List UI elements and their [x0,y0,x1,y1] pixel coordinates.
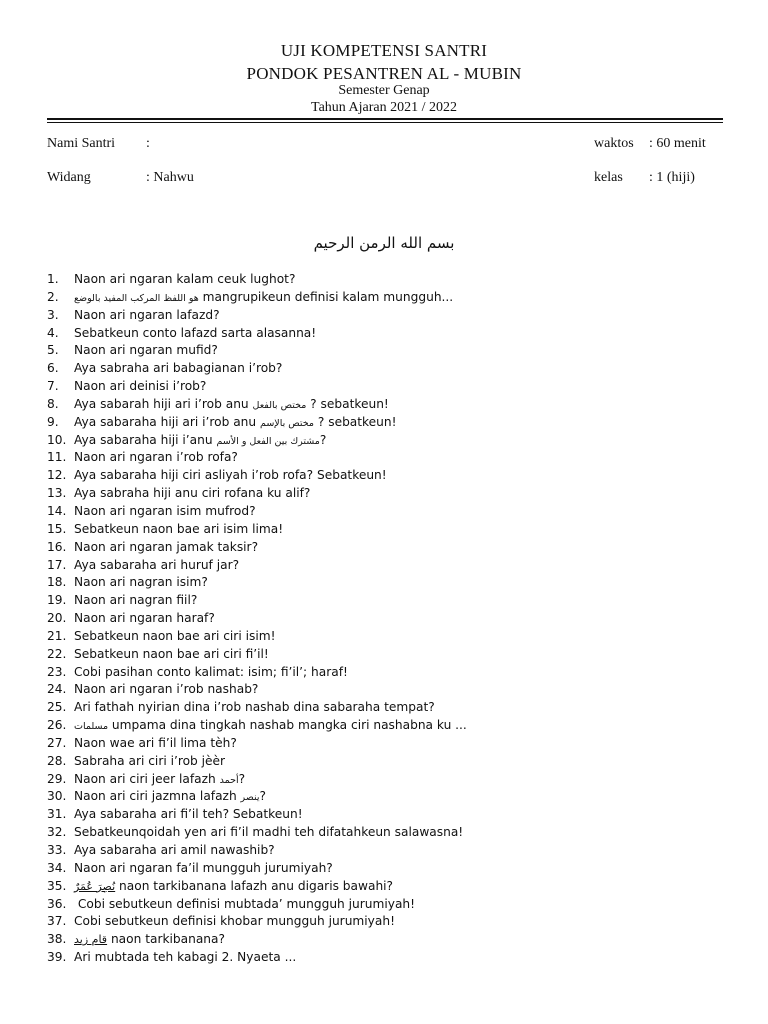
question-item [47,378,467,396]
question-item [47,503,467,521]
subject-label: Widang [47,170,91,185]
question-number: 4. [47,325,59,340]
question-number: 15. [47,521,67,536]
question-number: 6. [47,361,59,376]
question-text: Naon ari deinisi i’rob? [74,379,207,394]
school-name: PONDOK PESANTREN AL - MUBIN [246,64,522,83]
student-name-value: : [146,136,150,151]
question-item [47,896,467,914]
question-number: 21. [47,628,67,643]
question-text: Naon ari ngaran isim mufrod? [74,503,256,518]
header-divider-thin [47,122,723,123]
question-item [47,610,467,628]
question-text: Naon wae ari fi’il lima tèh? [74,735,237,750]
question-number: 5. [47,343,59,358]
time-value: : 60 menit [649,136,706,151]
question-text: Naon ari nagran isim? [74,575,208,590]
question-list [47,271,467,967]
student-name-label: Nami Santri [47,136,116,151]
question-text-continued: ? [238,771,246,786]
question-number: 24. [47,682,67,697]
question-text: Sebatkeunqoidah yen ari fi’il madhi teh difatahkeun salawasna! [74,825,464,840]
question-item [47,396,467,414]
question-number: 31. [47,807,67,822]
question-text-continued: ? [259,789,267,804]
question-text-continued: ? [319,432,327,447]
question-item [47,521,467,539]
question-number: 12. [47,468,67,483]
question-text: Sabraha ari ciri i’rob jèèr [74,753,226,768]
arabic-text: أحمد [219,774,239,786]
question-item [47,592,467,610]
question-item [47,931,467,949]
question-text: Aya sabaraha ari amil nawashib? [74,843,275,857]
question-text: Aya sabraha ari babagianan i’rob? [74,361,283,376]
question-number: 17. [47,557,67,572]
question-item [47,699,467,717]
question-item [47,717,467,735]
class-value: : 1 (hiji) [649,170,695,185]
academic-year: Tahun Ajaran 2021 / 2022 [311,100,457,115]
question-number: 39. [47,950,67,965]
question-text: Sebatkeun naon bae ari isim lima! [74,521,284,536]
question-text: Naon ari ciri jazmna lafazh [74,789,241,804]
question-text: Cobi pasihan conto kalimat: isim; fi’il’; haraf! [74,664,348,679]
question-item [47,289,467,307]
question-text: Sebatkeun naon bae ari ciri isim! [74,628,276,643]
question-number: 26. [47,718,67,733]
question-item [47,271,467,289]
question-item [47,824,467,842]
question-number: 8. [47,396,59,411]
question-number: 7. [47,379,59,394]
question-number: 25. [47,700,67,715]
question-text: Sebatkeun naon bae ari ciri fi’il! [74,646,269,661]
question-text: Naon ari nagran fiil? [74,593,198,608]
question-text: Aya sabaraha hiji ciri asliyah i’rob rofa? Sebatkeun! [74,468,387,483]
arabic-text: مختص بالفعل [252,399,307,411]
arabic-text: ينصر [240,792,260,804]
question-number: 32. [47,825,67,840]
question-text-continued: ? sebatkeun! [314,414,397,429]
arabic-text: مختص بالإسم [260,417,314,429]
question-text: Naon ari ngaran jamak taksir? [74,539,259,554]
question-item [47,753,467,771]
question-number: 3. [47,307,59,322]
question-number: 27. [47,735,67,750]
question-text: Naon ari ngaran lafazd? [74,307,220,322]
question-number: 20. [47,611,67,626]
question-text: Cobi sebutkeun definisi mubtada’ mungguh jurumiyah! [74,896,416,911]
question-text: Naon ari ngaran kalam ceuk lughot? [74,272,296,286]
question-number: 28. [47,753,67,768]
question-item [47,432,467,450]
question-item [47,664,467,682]
question-number: 2. [47,289,59,304]
question-text: Aya sabarah hiji ari i’rob anu [74,396,253,411]
question-text: Ari mubtada teh kabagi 2. Nyaeta ... [74,950,297,965]
semester-label: Semester Genap [338,83,430,98]
question-item [47,325,467,343]
question-item [47,574,467,592]
question-item [47,913,467,931]
question-text: Aya sabaraha ari huruf jar? [74,557,240,572]
arabic-text: هو اللفظ المركب المفيد بالوضع [74,292,199,304]
question-number: 34. [47,860,67,875]
basmalah: بسم الله الرمن الرحيم [313,234,455,252]
question-item [47,681,467,699]
question-item [47,449,467,467]
question-text: Aya sabaraha hiji i’anu [74,432,217,447]
question-text: Aya sabraha hiji anu ciri rofana ku alif? [74,486,311,501]
question-text: Aya sabaraha hiji ari i’rob anu [74,414,260,429]
question-item [47,788,467,806]
question-item [47,949,467,967]
question-item [47,360,467,378]
arabic-text: مسلمات [74,721,109,733]
question-number: 35. [47,878,67,893]
question-text: Cobi sebutkeun definisi khobar mungguh jurumiyah! [74,914,395,929]
question-number: 37. [47,914,67,929]
question-text-continued: naon tarkibanana lafazh anu digaris bawahi? [115,878,394,893]
question-item [47,485,467,503]
question-number: 19. [47,593,67,608]
header-divider-thick [47,118,723,120]
question-item [47,539,467,557]
question-number: 33. [47,843,67,857]
question-text: Naon ari ngaran i’rob nashab? [74,682,259,697]
question-number: 30. [47,789,67,804]
question-text: Naon ari ciri jeer lafazh [74,771,220,786]
question-text: Naon ari ngaran haraf? [74,611,215,626]
question-number: 11. [47,450,67,465]
question-item [47,860,467,878]
question-item [47,414,467,432]
question-text: Sebatkeun conto lafazd sarta alasanna! [74,325,317,340]
question-text: Naon ari ngaran mufid? [74,343,218,358]
arabic-text: نُصِرَ عُمَرٌ [74,879,116,893]
question-item [47,307,467,325]
question-item [47,557,467,575]
question-text-continued: ? sebatkeun! [306,396,389,411]
question-item [47,342,467,360]
exam-title: UJI KOMPETENSI SANTRI [280,41,488,60]
time-label: waktos [594,136,634,151]
question-item [47,735,467,753]
question-text: Naon ari ngaran fa’il mungguh jurumiyah? [74,860,333,875]
question-text: Ari fathah nyirian dina i’rob nashab dina sabaraha tempat? [74,700,435,715]
question-number: 1. [47,272,59,286]
question-item [47,806,467,824]
subject-value: : Nahwu [146,170,194,185]
question-item [47,878,467,896]
question-number: 10. [47,432,67,447]
question-number: 9. [47,414,59,429]
question-number: 16. [47,539,67,554]
question-number: 18. [47,575,67,590]
arabic-text: مشترك بين الفعل و الأسم [216,435,320,447]
class-label: kelas [594,170,623,185]
question-text-continued: mangrupikeun definisi kalam mungguh... [198,289,454,304]
question-text: Naon ari ngaran i’rob rofa? [74,450,238,465]
question-number: 23. [47,664,67,679]
question-item [47,842,467,860]
question-text: Aya sabaraha ari fi’il teh? Sebatkeun! [74,807,303,822]
question-number: 13. [47,486,67,501]
question-item [47,771,467,789]
question-number: 36. [47,896,67,911]
question-number: 29. [47,771,67,786]
question-text-continued: umpama dina tingkah nashab mangka ciri nashabna ku ... [108,718,467,733]
question-number: 38. [47,932,67,947]
question-item [47,628,467,646]
question-number: 22. [47,646,67,661]
arabic-text: قام زيد [74,933,108,947]
question-number: 14. [47,503,67,518]
question-item [47,646,467,664]
question-item [47,467,467,485]
question-text-continued: naon tarkibanana? [107,932,225,947]
